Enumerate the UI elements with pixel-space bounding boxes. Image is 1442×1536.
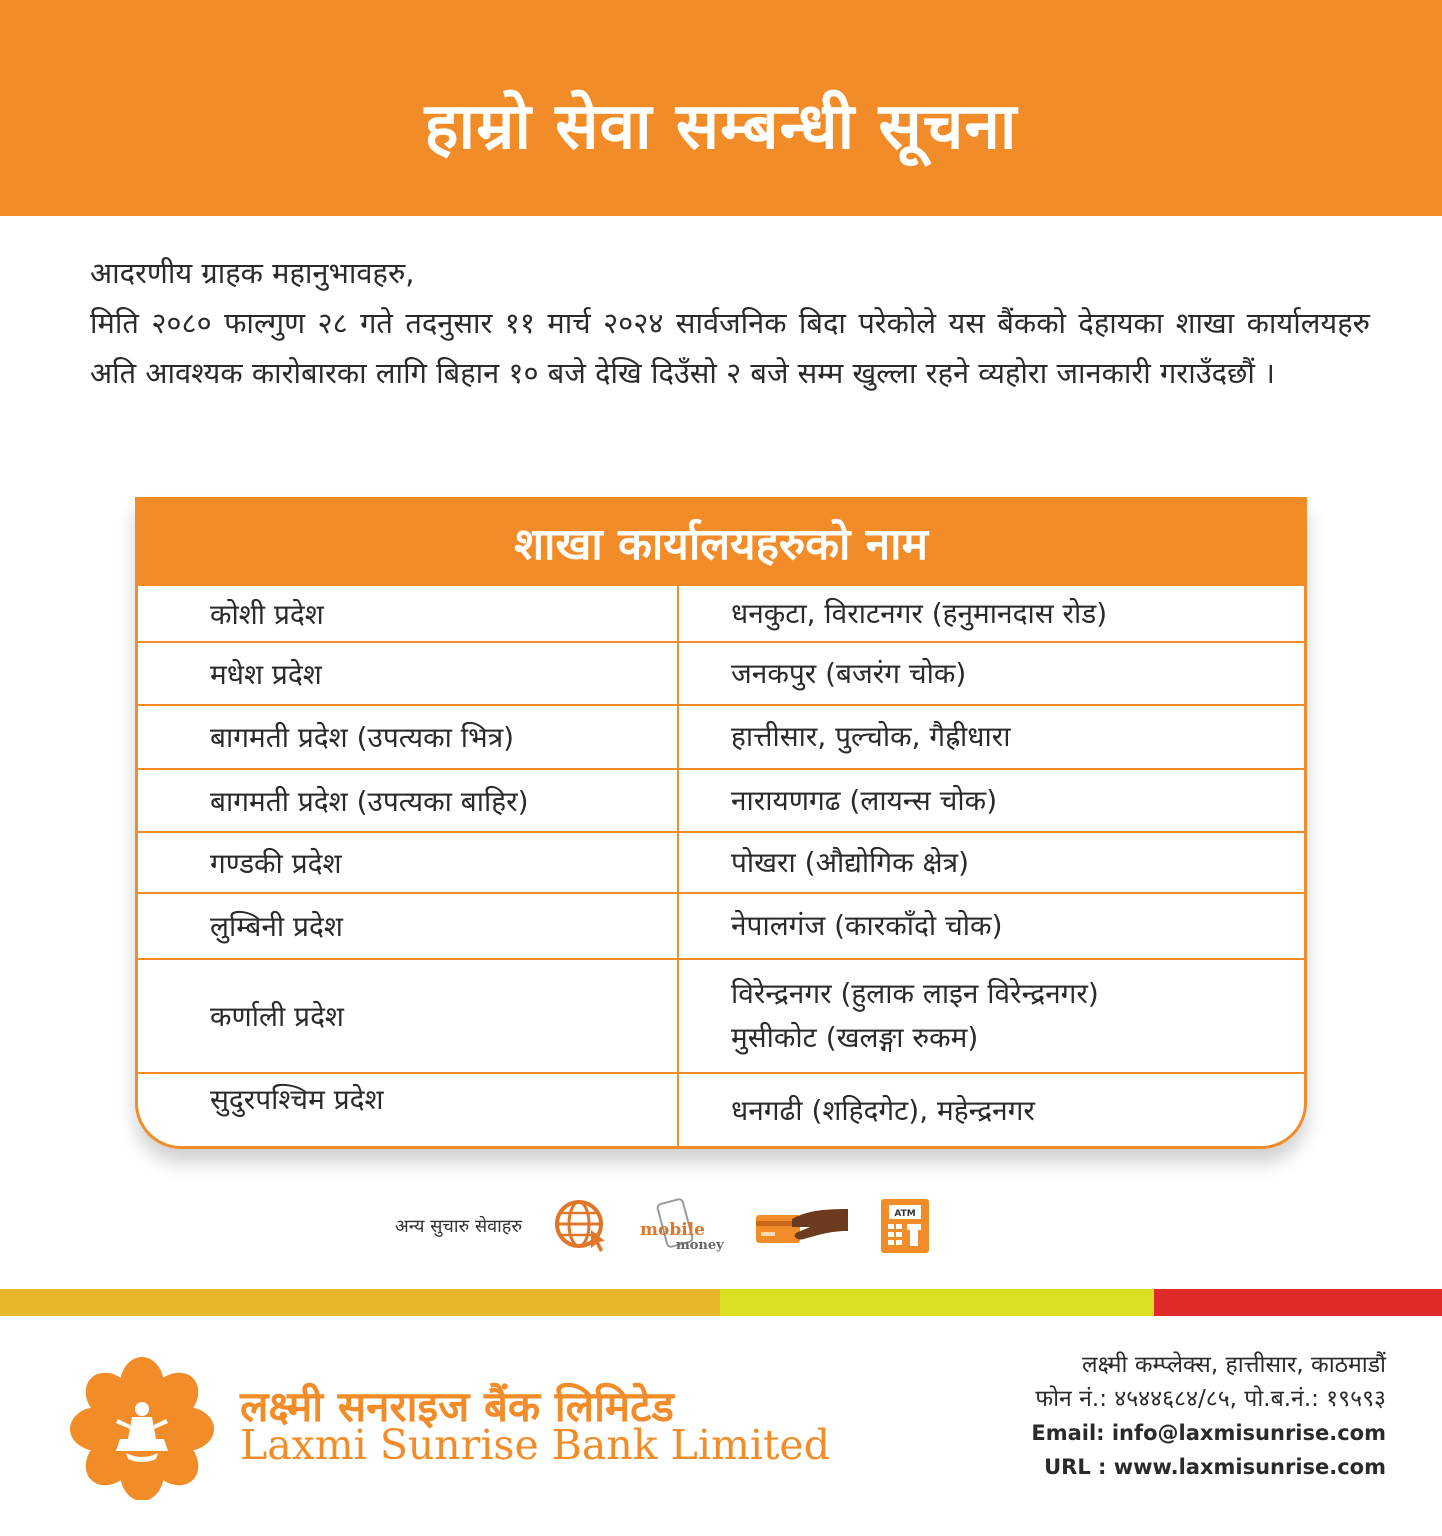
office-cell xyxy=(679,960,1304,1072)
office-cell xyxy=(679,770,1304,831)
office-name: नेपालगंज (कारकाँदो चोक) xyxy=(731,909,1003,942)
notice-text xyxy=(90,248,1370,398)
services-label: अन्य सुचारु सेवाहरु xyxy=(395,1216,523,1237)
url-link[interactable]: URL : www.laxmisunrise.com xyxy=(1044,1455,1386,1479)
email-link[interactable]: Email: info@laxmisunrise.com xyxy=(1031,1421,1386,1445)
branch-table xyxy=(135,497,1307,1149)
stripe-lime xyxy=(720,1289,1154,1316)
table-heading: शाखा कार्यालयहरुको नाम xyxy=(514,519,928,570)
mobile-money-icon xyxy=(636,1197,726,1255)
province-cell: गण्डकी प्रदेश xyxy=(138,833,679,892)
phone: फोन नं.: ४५४४६८४/८५, पो.ब.नं.: १९५९३ xyxy=(1035,1386,1386,1412)
table-row xyxy=(138,958,1304,1072)
office-cell xyxy=(679,833,1304,892)
card-hand-icon xyxy=(752,1197,852,1255)
atm-text: ATM xyxy=(894,1209,916,1219)
office-cell xyxy=(679,586,1304,641)
stripe-red xyxy=(1154,1289,1442,1316)
office-name: मुसीकोट (खलङ्गा रुकम) xyxy=(731,1021,979,1054)
mobile-text: mobile xyxy=(640,1220,706,1240)
office-name: जनकपुर (बजरंग चोक) xyxy=(731,656,967,690)
table-row xyxy=(138,892,1304,958)
office-cell xyxy=(679,706,1304,768)
office-name: धनगढी (शहिदगेट), महेन्द्रनगर xyxy=(731,1094,1035,1127)
province-cell: कोशी प्रदेश xyxy=(138,586,679,641)
province-cell: कर्णाली प्रदेश xyxy=(138,960,679,1072)
office-name: पोखरा (औद्योगिक क्षेत्र) xyxy=(731,845,970,879)
table-header xyxy=(138,500,1304,584)
province-cell: सुदुरपश्चिम प्रदेश xyxy=(138,1074,679,1148)
bank-name-nepali: लक्ष्मी सनराइज बैंक लिमिटेड xyxy=(240,1382,674,1431)
contact-block xyxy=(866,1348,1386,1484)
services-strip xyxy=(395,1195,932,1257)
table-row xyxy=(138,584,1304,641)
globe-click-icon xyxy=(552,1197,610,1255)
office-name: हात्तीसार, पुल्चोक, गैह्रीधारा xyxy=(731,720,1011,753)
office-name: विरेन्द्रनगर (हुलाक लाइन विरेन्द्रनगर) xyxy=(731,977,1099,1010)
province-cell: बागमती प्रदेश (उपत्यका बाहिर) xyxy=(138,770,679,831)
salutation: आदरणीय ग्राहक महानुभावहरु, xyxy=(90,256,415,290)
province-cell: मधेश प्रदेश xyxy=(138,643,679,704)
bank-name-english: Laxmi Sunrise Bank Limited xyxy=(240,1421,830,1469)
province-cell: बागमती प्रदेश (उपत्यका भित्र) xyxy=(138,706,679,768)
office-name: नारायणगढ (लायन्स चोक) xyxy=(731,783,998,817)
stripe-yellow xyxy=(0,1289,720,1316)
table-row xyxy=(138,768,1304,831)
table-row xyxy=(138,641,1304,704)
office-cell xyxy=(679,894,1304,958)
notice-body: मिति २०८० फाल्गुण २८ गते तदनुसार ११ मार्च २०२४ सार्वजनिक बिदा परेकोले यस बैंकको देहायका शाखा कार्यालयहरु अति आवश्यक कारोबारका लागि बिहान १० बजे देखि दिउँसो २ बजे सम्म खुल्ला रहने व्यहोरा जानकारी गराउँदछौं । xyxy=(90,306,1370,390)
atm-icon xyxy=(878,1197,932,1255)
address: लक्ष्मी कम्प्लेक्स, हात्तीसार, काठमाडौं xyxy=(1081,1352,1386,1378)
header-banner xyxy=(0,0,1442,216)
province-cell: लुम्बिनी प्रदेश xyxy=(138,894,679,958)
table-row xyxy=(138,831,1304,892)
money-text: money xyxy=(676,1238,724,1253)
office-cell xyxy=(679,1074,1304,1148)
bank-logo xyxy=(62,1355,222,1500)
office-cell xyxy=(679,643,1304,704)
office-name: धनकुटा, विराटनगर (हनुमानदास रोड) xyxy=(731,596,1108,630)
page-title: हाम्रो सेवा सम्बन्धी सूचना xyxy=(424,89,1018,164)
table-row xyxy=(138,1072,1304,1148)
table-row xyxy=(138,704,1304,768)
